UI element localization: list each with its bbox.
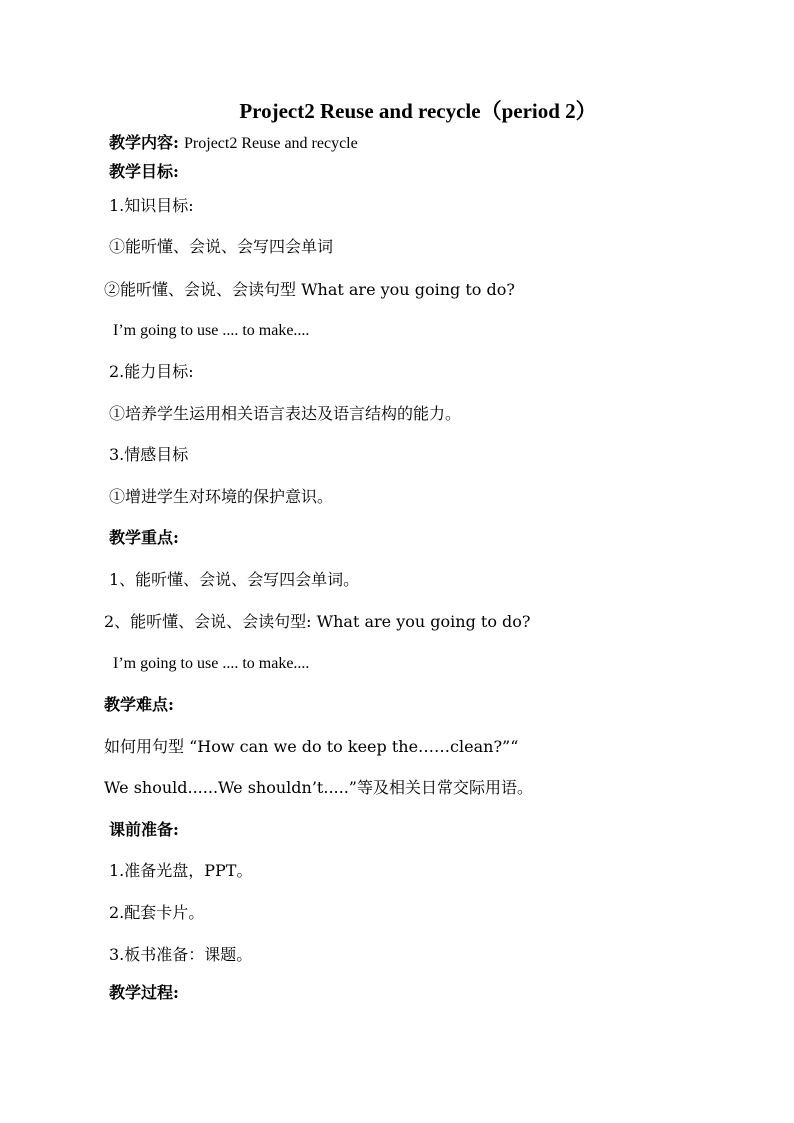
process-heading: 教学过程: [109,983,179,1002]
knowledge-item-2: ②能听懂、会说、会读句型 What are you going to do? [104,280,515,299]
difficulty-line-2: We should......We shouldn’t.....”等及相关日常交际用语。 [104,778,533,797]
content-value: Project2 Reuse and recycle [184,135,358,152]
objectives-heading: 教学目标: [109,162,179,181]
knowledge-item-3: I’m going to use .... to make.... [113,322,310,339]
key-point-1: 1、能听懂、会说、会写四会单词。 [109,570,360,589]
content-line [109,133,358,154]
document-title: Project2 Reuse and recycle（period 2） [239,99,597,123]
difficulty-line-1: 如何用句型 “How can we do to keep the……clean?”“ [104,737,519,756]
content-label: 教学内容: [109,133,179,152]
knowledge-item-1: ①能听懂、会说、会写四会单词 [109,237,334,256]
difficulties-heading: 教学难点: [104,695,174,714]
key-point-2: 2、能听懂、会说、会读句型: What are you going to do? [104,612,531,631]
preparation-item-1: 1.准备光盘，PPT。 [109,861,253,880]
knowledge-heading: 1.知识目标: [109,196,194,215]
emotion-item-1: ①增进学生对环境的保护意识。 [109,487,334,506]
ability-item-1: ①培养学生运用相关语言表达及语言结构的能力。 [109,404,462,423]
key-point-3: I’m going to use .... to make.... [113,655,310,672]
key-points-heading: 教学重点: [109,528,179,547]
emotion-heading: 3.情感目标 [109,445,189,464]
preparation-item-3: 3.板书准备：课题。 [109,945,253,964]
ability-heading: 2.能力目标: [109,362,194,381]
preparation-heading: 课前准备: [109,820,179,839]
preparation-item-2: 2.配套卡片。 [109,903,205,922]
